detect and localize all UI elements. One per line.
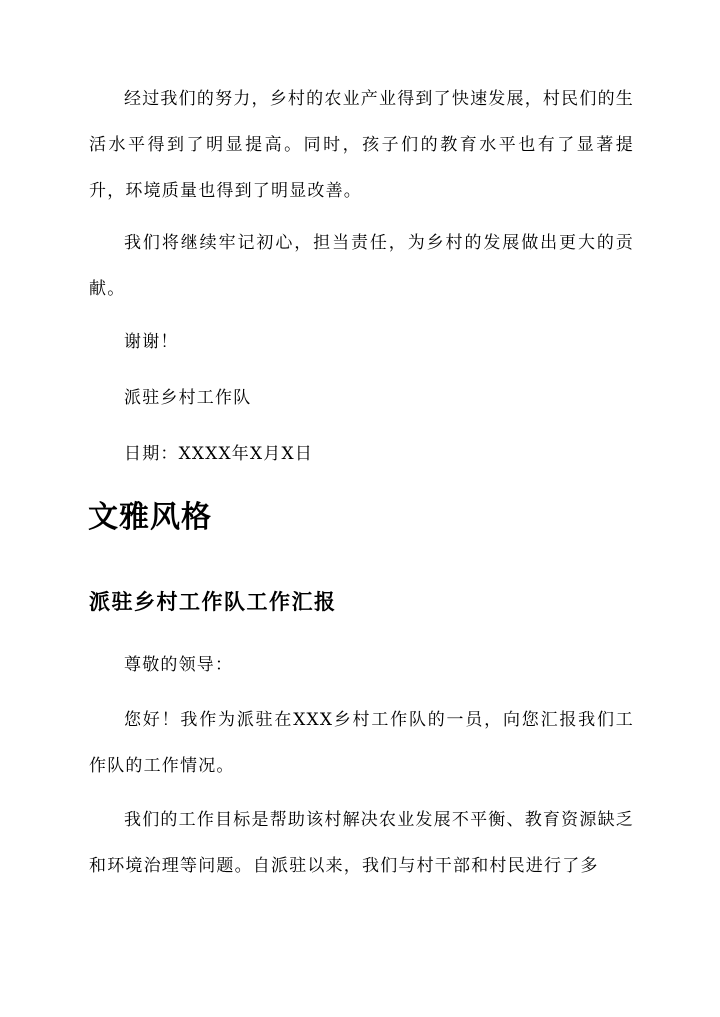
salutation-line: 尊敬的领导： [124, 655, 234, 675]
date-line: 日期：XXXX年X月X日 [124, 444, 314, 464]
paragraph-commitment: 我们将继续牢记初心，担当责任，为乡村的发展做出更大的贡献。 [89, 233, 634, 299]
paragraph-greeting: 您好！我作为派驻在XXX乡村工作队的一员，向您汇报我们工作队的工作情况。 [89, 710, 634, 776]
thanks-line: 谢谢！ [124, 332, 179, 352]
section-title: 文雅风格 [88, 500, 212, 535]
paragraph-goals: 我们的工作目标是帮助该村解决农业发展不平衡、教育资源缺乏和环境治理等问题。自派驻以来，我们与村干部和村民进行了多 [89, 810, 634, 876]
signature-line: 派驻乡村工作队 [124, 388, 252, 408]
paragraph-progress: 经过我们的努力，乡村的农业产业得到了快速发展，村民们的生活水平得到了明显提高。同时，孩子们的教育水平也有了显著提升，环境质量也得到了明显改善。 [89, 89, 634, 201]
report-title: 派驻乡村工作队工作汇报 [89, 589, 337, 614]
